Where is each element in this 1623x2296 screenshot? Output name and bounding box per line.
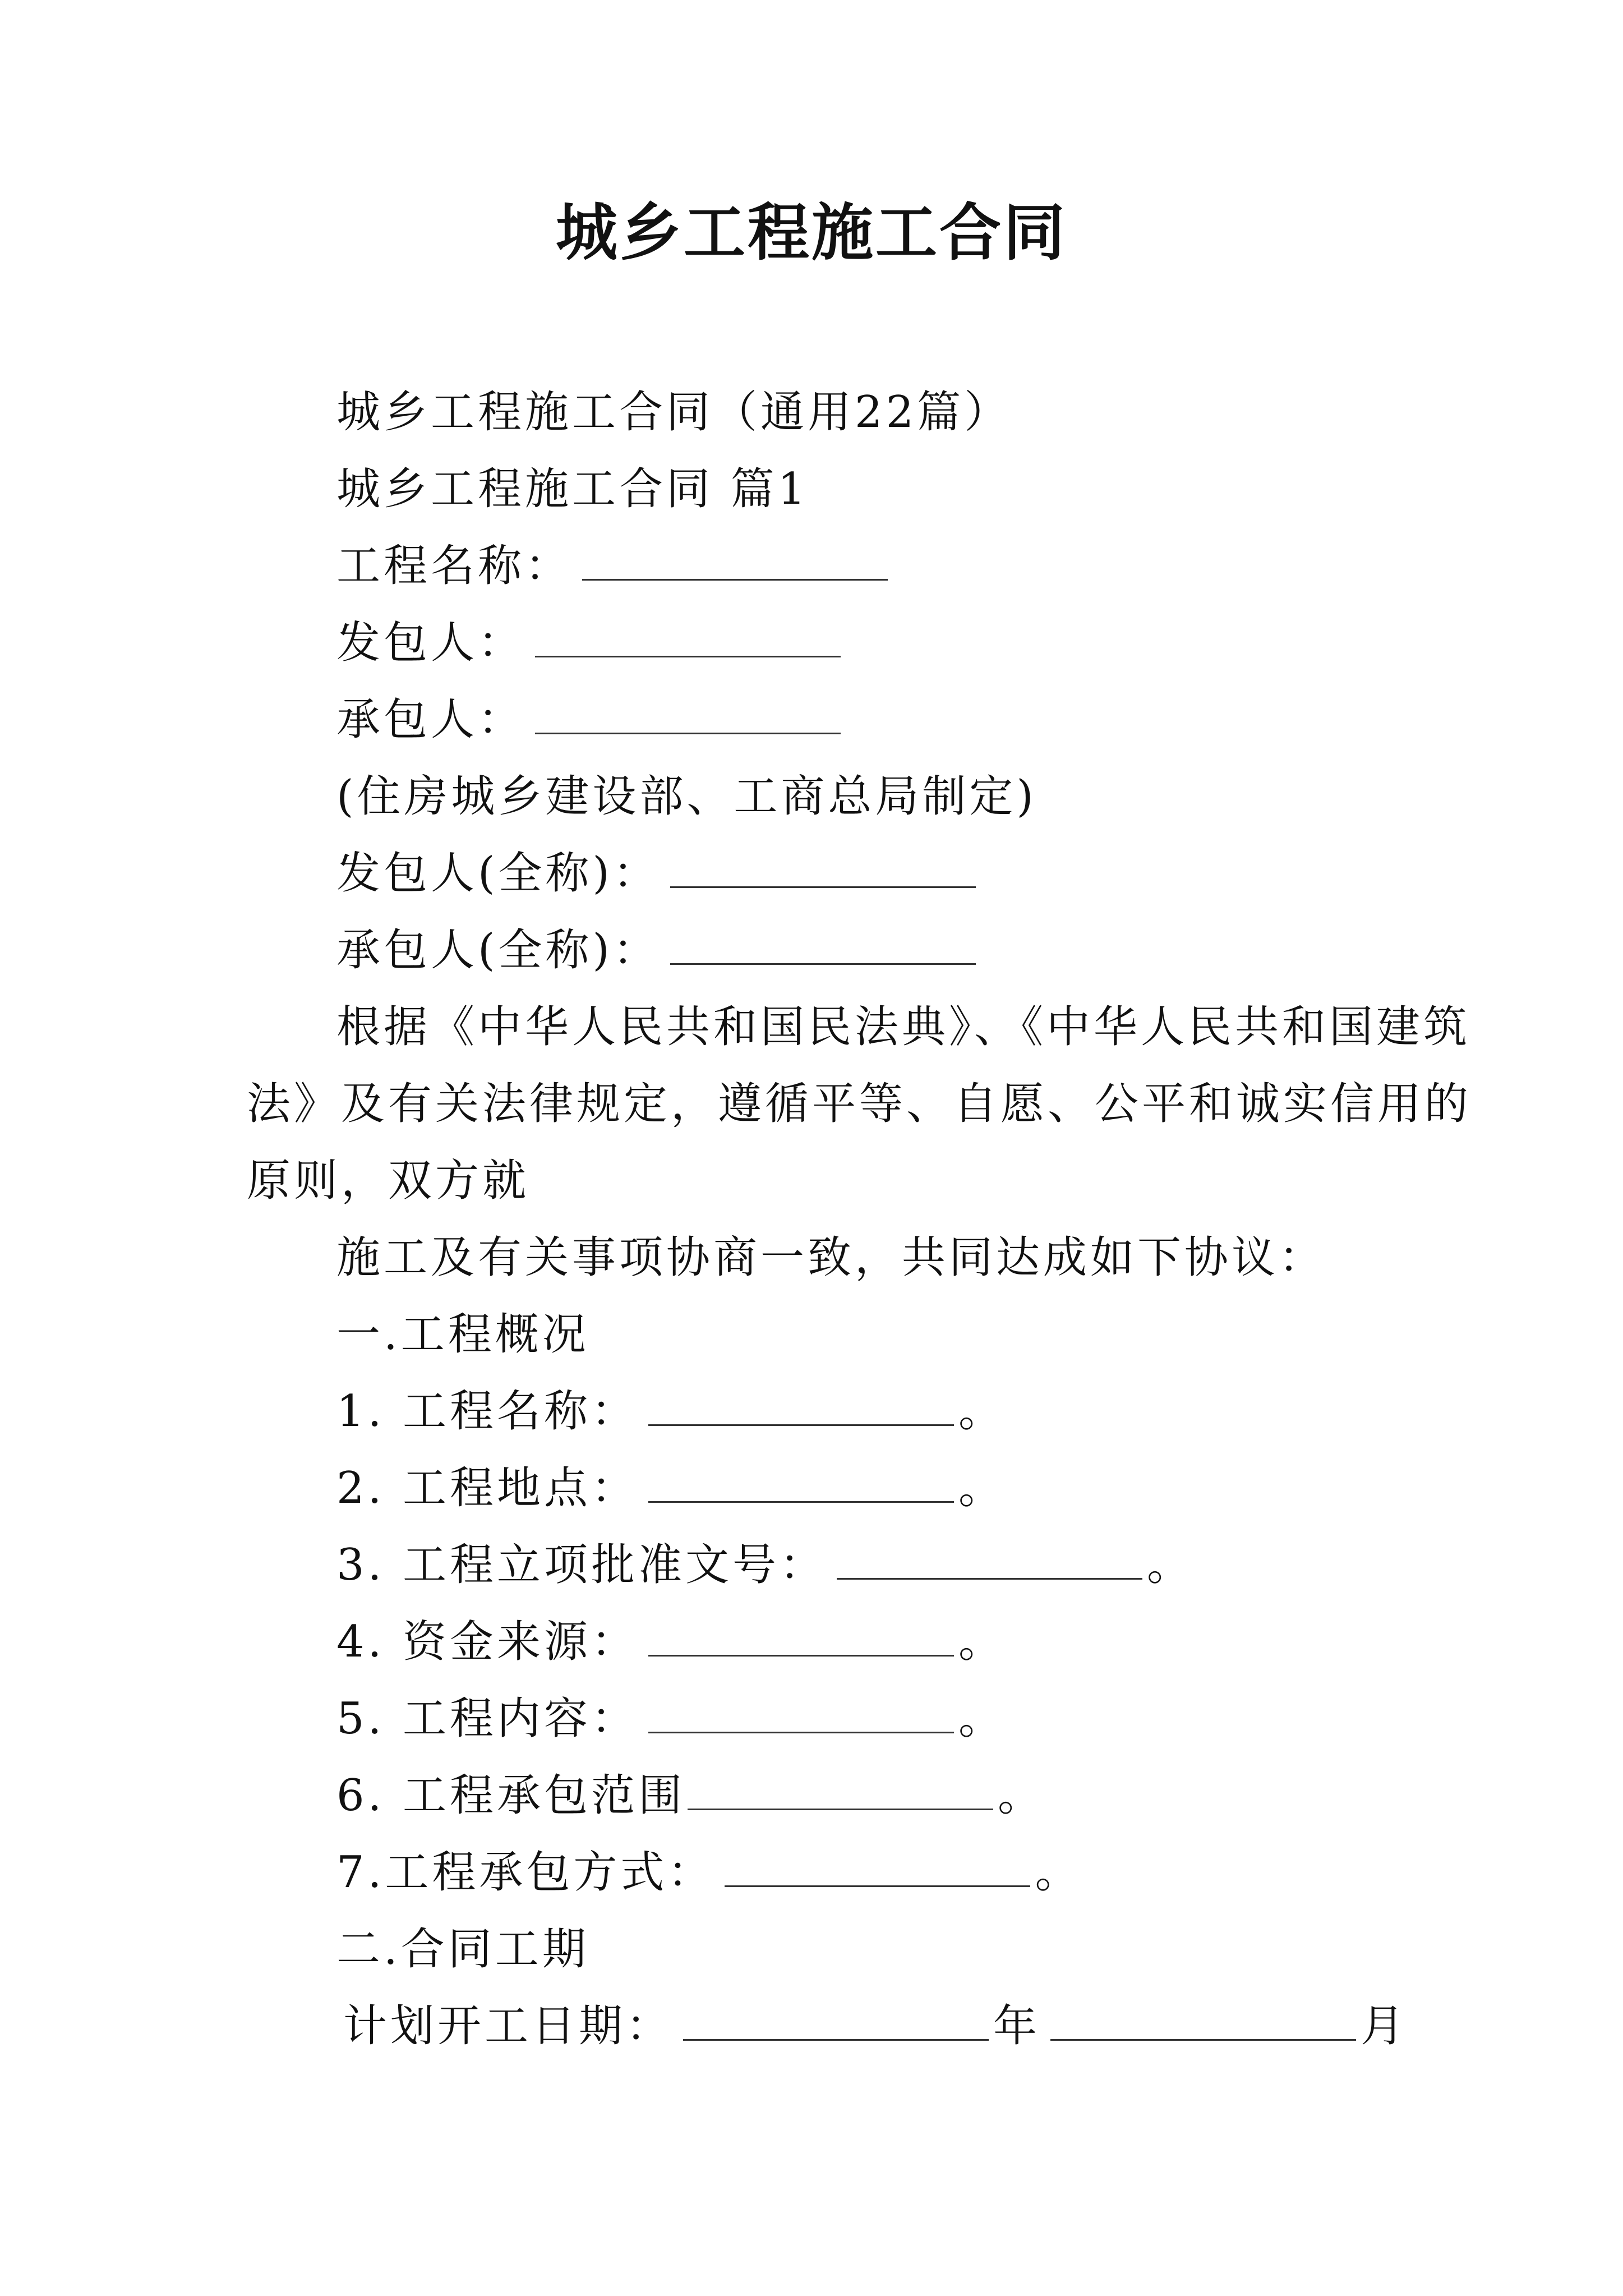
- contractor-label: 承包人：: [336, 694, 525, 745]
- list-item: [336, 1534, 1194, 1596]
- item-blank[interactable]: [648, 1622, 954, 1657]
- item-end: 。: [958, 1463, 1006, 1513]
- item-number: 5.: [336, 1694, 385, 1744]
- item-blank[interactable]: [837, 1545, 1142, 1580]
- document-title: 城乡工程施工合同: [556, 196, 1067, 269]
- list-item: [336, 1611, 1006, 1673]
- employer-full-field: [336, 843, 980, 904]
- project-name-blank[interactable]: [582, 546, 888, 581]
- preamble-line-3: 原则，双方就: [247, 1156, 530, 1206]
- start-date-label: 计划开工日期：: [343, 2001, 674, 2051]
- item-end: 。: [958, 1694, 1006, 1744]
- list-item: [336, 1842, 1082, 1903]
- section1-heading: 一.工程概况: [336, 1309, 589, 1360]
- employer-full-label: 发包人(全称)：: [336, 848, 660, 899]
- contractor-full-blank[interactable]: [670, 931, 976, 965]
- contractor-field: [336, 689, 845, 751]
- item-end: 。: [1035, 1847, 1082, 1898]
- list-item: [336, 1688, 1006, 1750]
- item-number: 2.: [336, 1463, 385, 1513]
- item-label: 工程承包范围: [403, 1770, 686, 1821]
- item-end: 。: [958, 1386, 1006, 1437]
- item-blank[interactable]: [648, 1392, 954, 1426]
- item-end: 。: [958, 1617, 1006, 1667]
- item-label: 资金来源：: [403, 1617, 639, 1667]
- contractor-full-label: 承包人(全称)：: [336, 925, 660, 976]
- item-blank[interactable]: [725, 1853, 1030, 1887]
- list-item: [336, 1765, 1045, 1826]
- section2-heading: 二.合同工期: [336, 1924, 589, 1975]
- list-item: [336, 1381, 1006, 1442]
- month-unit: 月: [1361, 2001, 1408, 2051]
- document-subtitle: 城乡工程施工合同（通用22篇）: [336, 387, 1012, 438]
- item-label: 工程名称：: [403, 1386, 639, 1437]
- employer-label: 发包人：: [336, 618, 525, 668]
- item-number: 6.: [336, 1770, 385, 1821]
- item-number: 4.: [336, 1617, 385, 1667]
- project-name-label: 工程名称：: [336, 541, 573, 591]
- item-number: 3.: [336, 1540, 385, 1590]
- item-number: 1.: [336, 1386, 385, 1437]
- preamble-line-2: 法》及有关法律规定，遵循平等、自愿、公平和诚实信用的: [247, 1079, 1472, 1129]
- item-label: 工程内容：: [403, 1694, 639, 1744]
- item-end: 。: [998, 1770, 1045, 1821]
- preamble-line-4: 施工及有关事项协商一致，共同达成如下协议：: [336, 1232, 1326, 1283]
- item-label: 工程承包方式：: [385, 1847, 715, 1898]
- section-heading: 城乡工程施工合同 篇1: [336, 464, 809, 514]
- item-blank[interactable]: [648, 1699, 954, 1733]
- list-item: [336, 1457, 1006, 1519]
- contractor-blank[interactable]: [535, 700, 841, 734]
- employer-full-blank[interactable]: [670, 854, 976, 888]
- item-blank[interactable]: [688, 1776, 993, 1810]
- item-number: 7.: [336, 1847, 385, 1898]
- issuer-note: (住房城乡建设部、工商总局制定): [336, 771, 1037, 822]
- item-label: 工程地点：: [403, 1463, 639, 1513]
- project-name-field: [336, 535, 892, 597]
- contractor-full-field: [336, 919, 980, 981]
- year-unit: 年: [993, 2001, 1041, 2051]
- start-month-blank[interactable]: [1050, 2007, 1356, 2041]
- item-blank[interactable]: [648, 1469, 954, 1503]
- employer-field: [336, 612, 845, 674]
- start-date-field: [343, 1995, 1408, 2057]
- start-year-blank[interactable]: [683, 2007, 989, 2041]
- item-label: 工程立项批准文号：: [403, 1540, 827, 1590]
- item-end: 。: [1147, 1540, 1195, 1590]
- preamble-line-1: 根据《中华人民共和国民法典》、《中华人民共和国建筑: [336, 1002, 1471, 1052]
- employer-blank[interactable]: [535, 623, 841, 657]
